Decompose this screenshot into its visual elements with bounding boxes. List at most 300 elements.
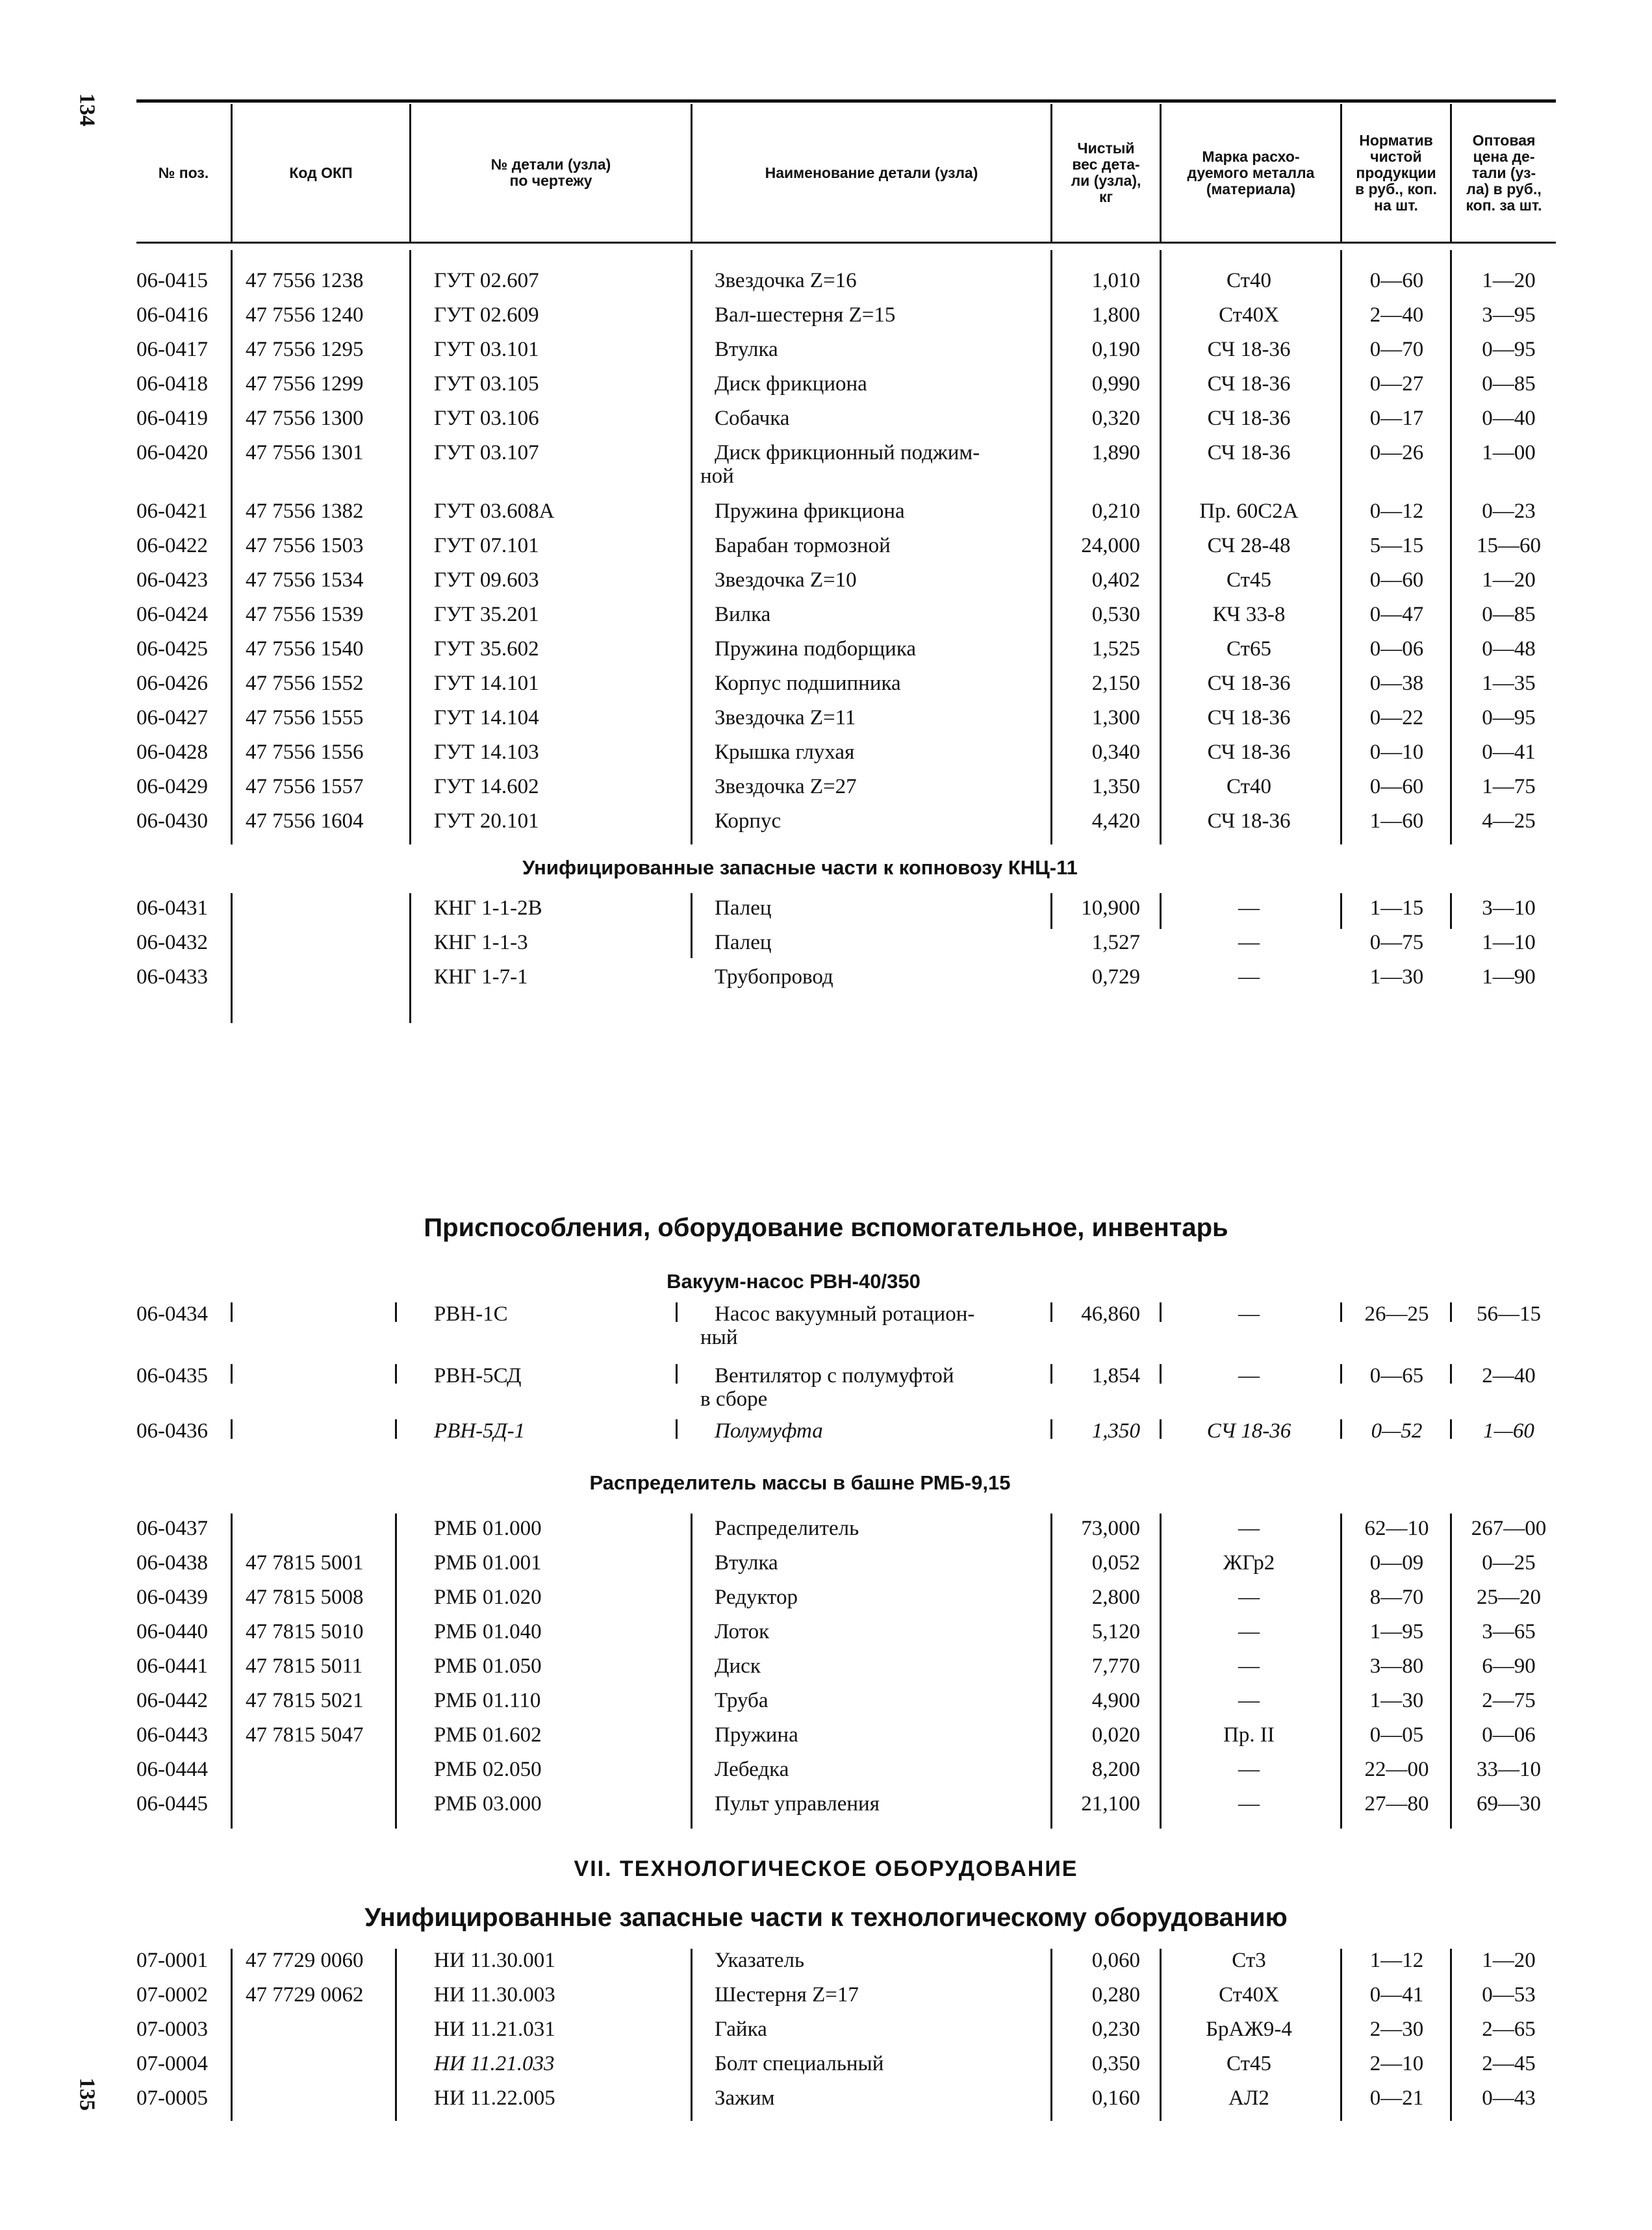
name-cell: Трубопровод: [715, 965, 833, 989]
drawing-cell: ГУТ 03.608А: [434, 500, 555, 523]
name-cell: Корпус: [715, 809, 782, 833]
okp-cell: 47 7556 1238: [246, 269, 364, 292]
pos-cell: 06-0437: [136, 1517, 208, 1540]
pos-cell: 06-0444: [136, 1758, 208, 1781]
name-line-2: в сборе: [700, 1387, 768, 1411]
price-cell: 0—95: [1482, 338, 1536, 361]
weight-cell: 73,000: [1081, 1517, 1140, 1540]
norm-cell: 0—65: [1369, 1364, 1424, 1387]
weight-cell: 1,854: [1091, 1364, 1140, 1387]
price-cell: 3—10: [1482, 896, 1536, 920]
price-cell: 0—85: [1482, 372, 1536, 396]
pos-cell: 06-0432: [136, 931, 208, 954]
norm-cell: 0—41: [1369, 1983, 1424, 2007]
drawing-cell: РМБ 01.110: [434, 1689, 541, 1712]
pos-cell: 07-0003: [136, 2018, 208, 2041]
norm-cell: 0—60: [1369, 568, 1424, 592]
weight-cell: 24,000: [1081, 534, 1140, 557]
weight-cell: 0,230: [1091, 2018, 1140, 2041]
weight-cell: 1,300: [1091, 706, 1140, 729]
price-cell: 69—30: [1477, 1792, 1541, 1816]
norm-cell: 0—17: [1369, 407, 1424, 430]
name-cell: Корпус подшипника: [715, 672, 901, 695]
name-cell: Втулка: [715, 1551, 778, 1575]
drawing-cell: ГУТ 20.101: [434, 809, 539, 833]
name-cell: Палец: [715, 896, 772, 920]
weight-cell: 1,350: [1091, 775, 1140, 798]
material-cell: —: [1238, 896, 1260, 920]
name-cell: [700, 1364, 1052, 1411]
norm-cell: 2—10: [1369, 2052, 1424, 2075]
price-cell: 1—60: [1483, 1419, 1534, 1443]
price-cell: 56—15: [1477, 1302, 1541, 1326]
norm-cell: 0—70: [1369, 338, 1424, 361]
name-cell: Звездочка Z=16: [715, 269, 857, 292]
price-cell: 1—35: [1482, 672, 1536, 695]
okp-cell: 47 7556 1503: [246, 534, 364, 557]
pos-cell: 06-0438: [136, 1551, 208, 1575]
norm-cell: 0—47: [1369, 603, 1424, 626]
pos-cell: 06-0442: [136, 1689, 208, 1712]
weight-cell: 1,890: [1091, 441, 1140, 464]
drawing-cell: НИ 11.30.001: [434, 1949, 555, 1972]
section-tech-parts-heading: Унифицированные запасные части к технологическому оборудованию: [364, 1903, 1288, 1932]
okp-cell: 47 7556 1539: [246, 603, 364, 626]
pos-cell: 06-0420: [136, 441, 208, 464]
norm-cell: 2—40: [1369, 303, 1424, 327]
name-cell: Барабан тормозной: [715, 534, 891, 557]
weight-cell: 8,200: [1091, 1758, 1140, 1781]
weight-cell: 21,100: [1081, 1792, 1140, 1816]
pos-cell: 06-0445: [136, 1792, 208, 1816]
pos-cell: 07-0005: [136, 2086, 208, 2110]
weight-cell: 10,900: [1081, 896, 1140, 920]
norm-cell: 0—60: [1369, 775, 1424, 798]
header-material: Марка расхо- дуемого металла (материала): [1187, 147, 1315, 197]
price-cell: 0—53: [1482, 1983, 1536, 2007]
name-cell: Пружина подборщика: [715, 637, 917, 661]
norm-cell: 62—10: [1364, 1517, 1429, 1540]
okp-cell: 47 7815 5011: [246, 1654, 363, 1678]
okp-cell: 47 7815 5001: [246, 1551, 364, 1575]
drawing-cell: ГУТ 09.603: [434, 568, 539, 592]
name-line-2: ной: [700, 464, 734, 488]
weight-cell: 2,800: [1091, 1586, 1140, 1609]
name-cell: Пружина: [715, 1723, 798, 1747]
drawing-cell: РВН-5СД: [434, 1364, 522, 1387]
norm-cell: 0—05: [1369, 1723, 1424, 1747]
name-cell: Зажим: [715, 2086, 775, 2110]
weight-cell: 1,527: [1091, 931, 1140, 954]
name-cell: Распределитель: [715, 1517, 859, 1540]
pos-cell: 06-0415: [136, 269, 208, 292]
name-cell: Гайка: [715, 2018, 767, 2041]
price-cell: 0—48: [1482, 637, 1536, 661]
price-cell: 1—20: [1482, 1949, 1536, 1972]
pos-cell: 06-0427: [136, 706, 208, 729]
material-cell: СЧ 28-48: [1207, 534, 1291, 557]
norm-cell: 0—22: [1369, 706, 1424, 729]
page-number-bottom: 135: [75, 2077, 99, 2111]
page-number-top: 134: [75, 93, 99, 127]
drawing-cell: КНГ 1-1-3: [434, 931, 528, 954]
name-cell: Полумуфта: [715, 1419, 823, 1443]
price-cell: 0—41: [1482, 741, 1536, 764]
drawing-cell: ГУТ 03.106: [434, 407, 539, 430]
material-cell: КЧ 33-8: [1212, 603, 1286, 626]
drawing-cell: РМБ 01.001: [434, 1551, 542, 1575]
name-cell: Лоток: [715, 1620, 770, 1643]
norm-cell: 1—12: [1369, 1949, 1424, 1972]
weight-cell: 0,210: [1091, 500, 1140, 523]
weight-cell: 0,350: [1091, 2052, 1140, 2075]
price-cell: 0—23: [1482, 500, 1536, 523]
name-cell: Вал-шестерня Z=15: [715, 303, 896, 327]
weight-cell: 0,729: [1091, 965, 1140, 989]
material-cell: СЧ 18-36: [1207, 407, 1291, 430]
material-cell: СЧ 18-36: [1207, 372, 1291, 396]
price-cell: 0—85: [1482, 603, 1536, 626]
material-cell: Ст40Х: [1219, 1983, 1279, 2007]
norm-cell: 22—00: [1364, 1758, 1429, 1781]
material-cell: СЧ 18-36: [1207, 809, 1291, 833]
material-cell: Ст3: [1232, 1949, 1266, 1972]
name-cell: Звездочка Z=11: [715, 706, 856, 729]
okp-cell: 47 7815 5047: [246, 1723, 364, 1747]
header-pos: № поз.: [158, 164, 209, 181]
weight-cell: 2,150: [1091, 672, 1140, 695]
material-cell: Ст40Х: [1219, 303, 1279, 327]
price-cell: 0—06: [1482, 1723, 1536, 1747]
material-cell: Ст45: [1226, 568, 1271, 592]
okp-cell: 47 7556 1556: [246, 741, 364, 764]
norm-cell: 2—30: [1369, 2018, 1424, 2041]
material-cell: Ст65: [1226, 637, 1271, 661]
pos-cell: 06-0439: [136, 1586, 208, 1609]
material-cell: Ст40: [1226, 269, 1271, 292]
section-raspred-heading: Распределитель массы в башне РМБ-9,15: [589, 1471, 1011, 1494]
pos-cell: 06-0429: [136, 775, 208, 798]
pos-cell: 06-0419: [136, 407, 208, 430]
drawing-cell: НИ 11.21.031: [434, 2018, 555, 2041]
weight-cell: 0,530: [1091, 603, 1140, 626]
material-cell: АЛ2: [1228, 2086, 1269, 2110]
price-cell: 4—25: [1482, 809, 1536, 833]
pos-cell: 06-0424: [136, 603, 208, 626]
weight-cell: 0,990: [1091, 372, 1140, 396]
pos-cell: 07-0001: [136, 1949, 208, 1972]
drawing-cell: НИ 11.30.003: [434, 1983, 555, 2007]
norm-cell: 0—75: [1369, 931, 1424, 954]
pos-cell: 07-0002: [136, 1983, 208, 2007]
okp-cell: 47 7556 1382: [246, 500, 364, 523]
drawing-cell: ГУТ 03.105: [434, 372, 539, 396]
drawing-cell: РВН-5Д-1: [434, 1419, 526, 1443]
drawing-cell: РВН-1С: [434, 1302, 508, 1326]
drawing-cell: КНГ 1-1-2В: [434, 896, 542, 920]
drawing-cell: РМБ 03.000: [434, 1792, 542, 1816]
pos-cell: 06-0422: [136, 534, 208, 557]
name-cell: Редуктор: [715, 1586, 798, 1609]
drawing-cell: РМБ 01.000: [434, 1517, 542, 1540]
pos-cell: 06-0436: [136, 1419, 208, 1443]
price-cell: 15—60: [1477, 534, 1541, 557]
okp-cell: 47 7729 0062: [246, 1983, 364, 2007]
name-cell: Собачка: [715, 407, 790, 430]
name-cell: Указатель: [715, 1949, 805, 1972]
name-cell: Пружина фрикциона: [715, 500, 905, 523]
weight-cell: 0,280: [1091, 1983, 1140, 2007]
price-cell: 3—65: [1482, 1620, 1536, 1643]
drawing-cell: ГУТ 35.602: [434, 637, 539, 661]
okp-cell: 47 7556 1295: [246, 338, 364, 361]
material-cell: Ст40: [1226, 775, 1271, 798]
name-cell: Болт специальный: [715, 2052, 884, 2075]
pos-cell: 06-0425: [136, 637, 208, 661]
drawing-cell: РМБ 01.602: [434, 1723, 542, 1747]
price-cell: 2—40: [1482, 1364, 1536, 1387]
weight-cell: 5,120: [1091, 1620, 1140, 1643]
pos-cell: 06-0431: [136, 896, 208, 920]
price-cell: 1—20: [1482, 568, 1536, 592]
okp-cell: 47 7729 0060: [246, 1949, 364, 1972]
name-cell: [700, 1302, 1052, 1349]
norm-cell: 0—21: [1369, 2086, 1424, 2110]
okp-cell: 47 7556 1540: [246, 637, 364, 661]
norm-cell: 0—27: [1369, 372, 1424, 396]
name-cell: Диск: [715, 1654, 761, 1678]
weight-cell: 46,860: [1081, 1302, 1140, 1326]
drawing-cell: ГУТ 35.201: [434, 603, 539, 626]
table-top-rule: [136, 99, 1556, 103]
pos-cell: 06-0426: [136, 672, 208, 695]
header-price: Оптовая цена де- тали (уз- ла) в руб., коп. за шт.: [1466, 131, 1542, 214]
header-weight: Чистый вес дета- ли (узла), кг: [1071, 140, 1141, 205]
material-cell: —: [1238, 1586, 1260, 1609]
norm-cell: 1—60: [1369, 809, 1424, 833]
okp-cell: 47 7556 1557: [246, 775, 364, 798]
name-cell: Труба: [715, 1689, 769, 1712]
name-line-1: Насос вакуумный ротацион-: [715, 1302, 975, 1326]
pos-cell: 06-0443: [136, 1723, 208, 1747]
pos-cell: 06-0416: [136, 303, 208, 327]
price-cell: 0—43: [1482, 2086, 1536, 2110]
name-line-2: ный: [700, 1326, 738, 1349]
name-cell: Пульт управления: [715, 1792, 880, 1816]
weight-cell: 0,320: [1091, 407, 1140, 430]
pos-cell: 06-0435: [136, 1364, 208, 1387]
okp-cell: 47 7556 1555: [246, 706, 364, 729]
drawing-cell: ГУТ 03.101: [434, 338, 539, 361]
price-cell: 1—00: [1482, 441, 1536, 464]
okp-cell: 47 7556 1299: [246, 372, 364, 396]
drawing-cell: ГУТ 07.101: [434, 534, 539, 557]
norm-cell: 0—12: [1369, 500, 1424, 523]
weight-cell: 0,402: [1091, 568, 1140, 592]
norm-cell: 0—38: [1369, 672, 1424, 695]
price-cell: 0—25: [1482, 1551, 1536, 1575]
section-kopnovoz-heading: Унифицированные запасные части к копновозу КНЦ-11: [522, 856, 1078, 879]
price-cell: 1—75: [1482, 775, 1536, 798]
drawing-cell: ГУТ 03.107: [434, 441, 539, 464]
material-cell: —: [1238, 965, 1260, 989]
name-cell: [700, 441, 1052, 488]
name-cell: Звездочка Z=10: [715, 568, 857, 592]
name-cell: Диск фрикциона: [715, 372, 867, 396]
pos-cell: 06-0418: [136, 372, 208, 396]
drawing-cell: ГУТ 14.104: [434, 706, 539, 729]
material-cell: ЖГр2: [1223, 1551, 1275, 1575]
price-cell: 0—40: [1482, 407, 1536, 430]
weight-cell: 4,420: [1091, 809, 1140, 833]
okp-cell: 47 7556 1240: [246, 303, 364, 327]
drawing-cell: ГУТ 14.103: [434, 741, 539, 764]
norm-cell: 27—80: [1364, 1792, 1429, 1816]
drawing-cell: ГУТ 02.609: [434, 303, 539, 327]
price-cell: 1—20: [1482, 269, 1536, 292]
name-cell: Крышка глухая: [715, 741, 855, 764]
weight-cell: 0,160: [1091, 2086, 1140, 2110]
section-prisp-heading: Приспособления, оборудование вспомогательное, инвентарь: [424, 1213, 1228, 1242]
drawing-cell: НИ 11.21.033: [434, 2052, 555, 2075]
okp-cell: 47 7815 5010: [246, 1620, 364, 1643]
norm-cell: 1—15: [1369, 896, 1424, 920]
norm-cell: 0—52: [1371, 1419, 1423, 1443]
name-line-1: Диск фрикционный поджим-: [715, 441, 980, 464]
norm-cell: 3—80: [1369, 1654, 1424, 1678]
norm-cell: 1—30: [1369, 965, 1424, 989]
material-cell: —: [1238, 1517, 1260, 1540]
price-cell: 0—95: [1482, 706, 1536, 729]
pos-cell: 06-0434: [136, 1302, 208, 1326]
name-cell: Лебедка: [715, 1758, 789, 1781]
norm-cell: 0—06: [1369, 637, 1424, 661]
section-vii-heading: VII. ТЕХНОЛОГИЧЕСКОЕ ОБОРУДОВАНИЕ: [574, 1856, 1078, 1881]
norm-cell: 0—60: [1369, 269, 1424, 292]
pos-cell: 06-0433: [136, 965, 208, 989]
material-cell: —: [1238, 1620, 1260, 1643]
norm-cell: 0—10: [1369, 741, 1424, 764]
header-drawing: № детали (узла) по чертежу: [490, 156, 611, 189]
material-cell: СЧ 18-36: [1207, 672, 1291, 695]
header-norm: Норматив чистой продукции в руб., коп. на шт.: [1355, 131, 1437, 214]
pos-cell: 06-0430: [136, 809, 208, 833]
material-cell: Ст45: [1226, 2052, 1271, 2075]
okp-cell: 47 7556 1534: [246, 568, 364, 592]
price-cell: 33—10: [1477, 1758, 1541, 1781]
okp-cell: 47 7556 1300: [246, 407, 364, 430]
price-cell: 1—90: [1482, 965, 1536, 989]
name-cell: Вилка: [715, 603, 771, 626]
name-cell: Палец: [715, 931, 772, 954]
weight-cell: 1,350: [1091, 1419, 1140, 1443]
drawing-cell: РМБ 01.040: [434, 1620, 542, 1643]
norm-cell: 5—15: [1369, 534, 1424, 557]
drawing-cell: ГУТ 02.607: [434, 269, 539, 292]
section-vakuum-heading: Вакуум-насос РВН-40/350: [667, 1270, 921, 1293]
weight-cell: 0,190: [1091, 338, 1140, 361]
header-bottom-rule: [136, 242, 1556, 244]
price-cell: 267—00: [1471, 1517, 1547, 1540]
drawing-cell: РМБ 01.020: [434, 1586, 542, 1609]
pos-cell: 06-0440: [136, 1620, 208, 1643]
okp-cell: 47 7556 1552: [246, 672, 364, 695]
norm-cell: 1—95: [1369, 1620, 1424, 1643]
weight-cell: 4,900: [1091, 1689, 1140, 1712]
price-cell: 25—20: [1477, 1586, 1541, 1609]
pos-cell: 06-0441: [136, 1654, 208, 1678]
drawing-cell: НИ 11.22.005: [434, 2086, 555, 2110]
pos-cell: 06-0417: [136, 338, 208, 361]
weight-cell: 7,770: [1091, 1654, 1140, 1678]
weight-cell: 0,340: [1091, 741, 1140, 764]
drawing-cell: РМБ 02.050: [434, 1758, 542, 1781]
name-cell: Шестерня Z=17: [715, 1983, 859, 2007]
material-cell: —: [1238, 1302, 1260, 1326]
drawing-cell: РМБ 01.050: [434, 1654, 542, 1678]
material-cell: —: [1238, 1654, 1260, 1678]
material-cell: БрАЖ9-4: [1206, 2018, 1292, 2041]
norm-cell: 0—26: [1369, 441, 1424, 464]
material-cell: СЧ 18-36: [1207, 338, 1291, 361]
name-cell: Звездочка Z=27: [715, 775, 857, 798]
name-cell: Втулка: [715, 338, 778, 361]
material-cell: Пр. II: [1223, 1723, 1275, 1747]
price-cell: 3—95: [1482, 303, 1536, 327]
pos-cell: 06-0421: [136, 500, 208, 523]
material-cell: —: [1238, 931, 1260, 954]
material-cell: —: [1238, 1364, 1260, 1387]
weight-cell: 1,010: [1091, 269, 1140, 292]
norm-cell: 26—25: [1364, 1302, 1429, 1326]
header-name: Наименование детали (узла): [765, 164, 978, 181]
norm-cell: 0—09: [1369, 1551, 1424, 1575]
material-cell: СЧ 18-36: [1207, 741, 1291, 764]
price-cell: 2—75: [1482, 1689, 1536, 1712]
weight-cell: 1,800: [1091, 303, 1140, 327]
drawing-cell: КНГ 1-7-1: [434, 965, 528, 989]
price-cell: 1—10: [1482, 931, 1536, 954]
material-cell: —: [1238, 1758, 1260, 1781]
drawing-cell: ГУТ 14.602: [434, 775, 539, 798]
norm-cell: 8—70: [1369, 1586, 1424, 1609]
price-cell: 2—45: [1482, 2052, 1536, 2075]
okp-cell: 47 7815 5008: [246, 1586, 364, 1609]
price-cell: 6—90: [1482, 1654, 1536, 1678]
material-cell: —: [1238, 1792, 1260, 1816]
material-cell: Пр. 60С2А: [1199, 500, 1299, 523]
price-cell: 2—65: [1482, 2018, 1536, 2041]
okp-cell: 47 7815 5021: [246, 1689, 364, 1712]
norm-cell: 1—30: [1369, 1689, 1424, 1712]
material-cell: —: [1238, 1689, 1260, 1712]
material-cell: СЧ 18-36: [1206, 1419, 1291, 1443]
material-cell: СЧ 18-36: [1207, 441, 1291, 464]
weight-cell: 0,020: [1091, 1723, 1140, 1747]
weight-cell: 0,052: [1091, 1551, 1140, 1575]
okp-cell: 47 7556 1301: [246, 441, 364, 464]
okp-cell: 47 7556 1604: [246, 809, 364, 833]
name-line-1: Вентилятор с полумуфтой: [715, 1364, 954, 1387]
pos-cell: 06-0423: [136, 568, 208, 592]
pos-cell: 07-0004: [136, 2052, 208, 2075]
drawing-cell: ГУТ 14.101: [434, 672, 539, 695]
pos-cell: 06-0428: [136, 741, 208, 764]
weight-cell: 0,060: [1091, 1949, 1140, 1972]
header-okp: Код ОКП: [289, 164, 353, 181]
material-cell: СЧ 18-36: [1207, 706, 1291, 729]
weight-cell: 1,525: [1091, 637, 1140, 661]
